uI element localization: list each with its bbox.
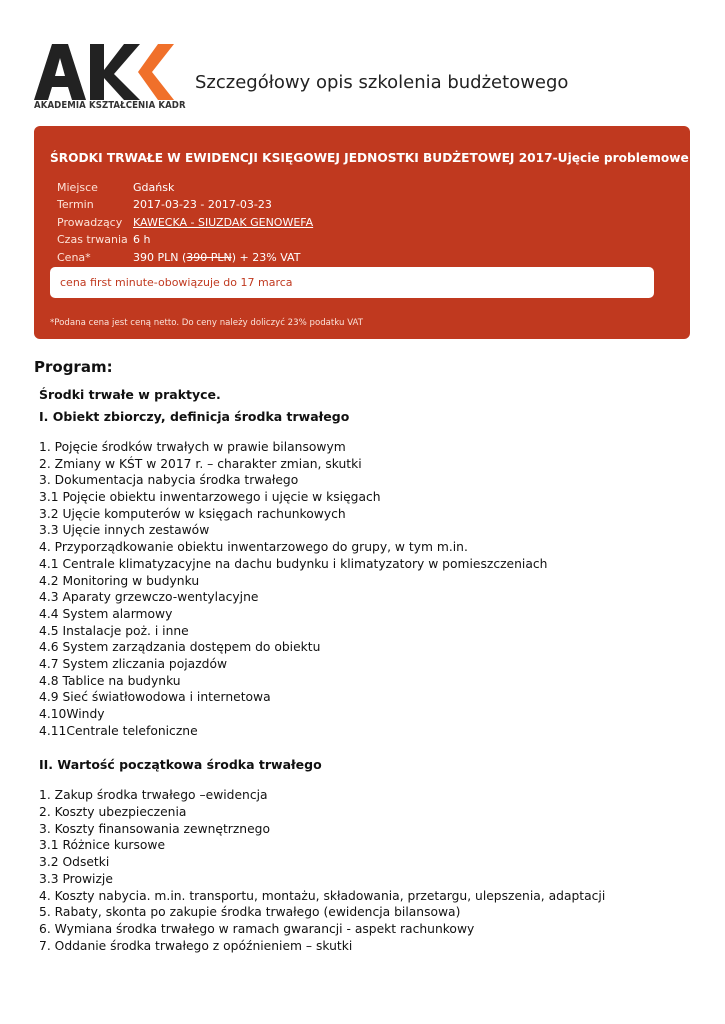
section-title: I. Obiekt zbiorczy, definicja środka trwałego [39, 409, 350, 424]
course-title: ŚRODKI TRWAŁE W EWIDENCJI KSIĘGOWEJ JEDNOSTKI BUDŻETOWEJ 2017-Ujęcie problemowe. [50, 151, 694, 165]
section-title: II. Wartość początkowa środka trwałego [39, 757, 322, 773]
list-item: 4. Przyporządkowanie obiektu inwentarzowego do grupy, w tym m.in. [39, 540, 468, 555]
list-item: 4.9 Sieć światłowodowa i internetowa [39, 690, 271, 705]
list-item: 4.3 Aparaty grzewczo-wentylacyjne [39, 590, 259, 605]
detail-label: Termin [57, 198, 94, 212]
detail-price [57, 249, 313, 266]
detail-label: Miejsce [57, 181, 98, 194]
list-item: 3.1 Pojęcie obiektu inwentarzowego i ujęcie w księgach [39, 490, 381, 505]
logo [34, 44, 186, 114]
program-intro: Środki trwałe w praktyce. [39, 387, 221, 402]
list-item: 3.3 Ujęcie innych zestawów [39, 523, 210, 538]
detail-duration [57, 231, 313, 248]
list-item: 4.2 Monitoring w budynku [39, 573, 200, 588]
list-item: 4.8 Tablice na budynku [39, 673, 181, 688]
program-sections [39, 406, 709, 954]
list-item: 3.2 Ujęcie komputerów w księgach rachunkowych [39, 506, 346, 521]
list-item: 3. Koszty finansowania zewnętrznego [39, 821, 270, 836]
detail-label: Prowadzący [57, 215, 123, 229]
detail-value: 6 h [133, 233, 151, 247]
list-item: 3.1 Różnice kursowe [39, 838, 166, 853]
course-card [34, 126, 694, 339]
detail-value: 2017-03-23 - 2017-03-23 [133, 198, 272, 212]
list-item: 6. Wymiana środka trwałego w ramach gwarancji - aspekt rachunkowy [39, 921, 475, 936]
detail-label: Cena* [57, 250, 91, 264]
detail-value: Gdańsk [133, 181, 175, 194]
course-details [57, 179, 313, 266]
list-item: 1. Pojęcie środków trwałych w prawie bilansowym [39, 440, 346, 454]
section-gap [39, 739, 709, 754]
detail-place [57, 179, 313, 196]
list-item: 4.1 Centrale klimatyzacyjne na dachu budynku i klimatyzatory w pomieszczeniach [39, 556, 548, 571]
list-item: 5. Rabaty, skonta po zakupie środka trwałego (ewidencja bilansowa) [39, 905, 461, 920]
price-footnote: *Podana cena jest ceną netto. Do ceny należy doliczyć 23% podatku VAT [50, 318, 363, 328]
price-value [133, 249, 300, 266]
detail-trainer [57, 214, 313, 231]
detail-label: Czas trwania [57, 233, 128, 247]
logo-tagline: AKADEMIA KSZTAŁCENIA KADR [34, 100, 186, 111]
akk-logo-icon [34, 44, 174, 100]
detail-value [133, 214, 313, 231]
program-content [39, 384, 709, 954]
price-current: 390 PLN ( [133, 250, 187, 264]
list-item: 4.11Centrale telefoniczne [39, 723, 198, 738]
list-item: 3.2 Odsetki [39, 855, 110, 870]
trainer-link[interactable]: KAWECKA - SIUZDAK GENOWEFA [133, 215, 314, 229]
list-item: 3. Dokumentacja nabycia środka trwałego [39, 473, 299, 488]
detail-date [57, 196, 313, 213]
promo-box: cena first minute-obowiązuje do 17 marca [50, 267, 654, 298]
list-item: 4.10Windy [39, 707, 105, 721]
list-item: 1. Zakup środka trwałego –ewidencja [39, 788, 268, 803]
list-item: 3.3 Prowizje [39, 871, 113, 886]
program-heading: Program: [34, 358, 113, 376]
page-title: Szczegółowy opis szkolenia budżetowego [195, 72, 569, 93]
list-item: 2. Zmiany w KŚT w 2017 r. – charakter zmian, skutki [39, 456, 362, 471]
section-items [39, 787, 709, 954]
list-item: 4.6 System zarządzania dostępem do obiektu [39, 640, 321, 655]
price-suffix: ) + 23% VAT [231, 250, 301, 264]
list-item: 7. Oddanie środka trwałego z opóźnieniem – skutki [39, 938, 353, 953]
list-item: 4. Koszty nabycia. m.in. transportu, montażu, składowania, przetargu, ulepszenia, adaptacji [39, 888, 606, 903]
price-old: 390 PLN [186, 250, 232, 264]
section-items [39, 439, 709, 739]
list-item: 2. Koszty ubezpieczenia [39, 805, 187, 820]
list-item: 4.7 System zliczania pojazdów [39, 656, 228, 671]
list-item: 4.5 Instalacje poż. i inne [39, 623, 189, 638]
list-item: 4.4 System alarmowy [39, 606, 173, 621]
